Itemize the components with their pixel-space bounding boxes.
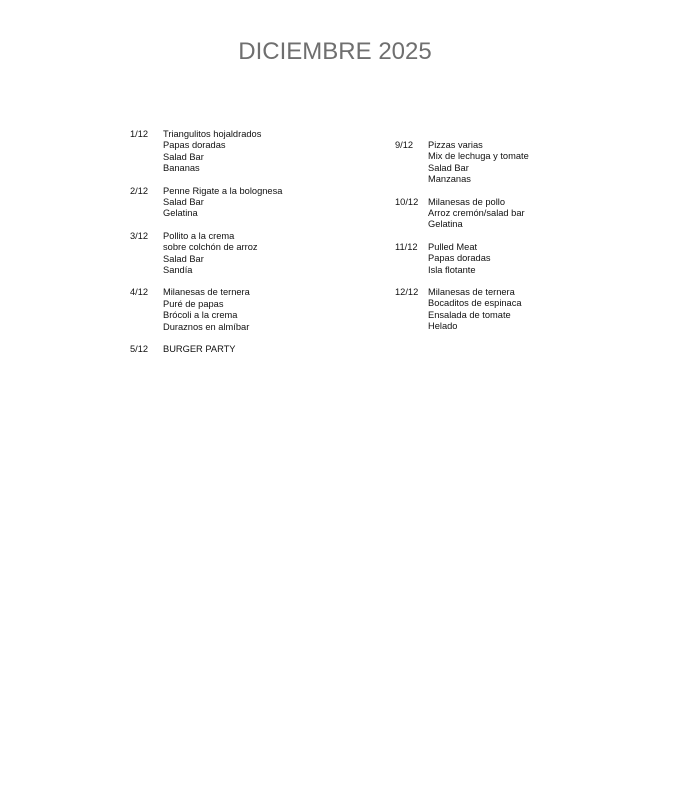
menu-items bbox=[163, 344, 380, 355]
menu-items bbox=[163, 231, 380, 277]
menu-entry bbox=[130, 186, 380, 220]
menu-entry bbox=[130, 129, 380, 175]
menu-item: Sandía bbox=[163, 265, 193, 276]
menu-item: Milanesas de pollo bbox=[428, 196, 506, 207]
menu-item: sobre colchón de arroz bbox=[163, 242, 258, 253]
menu-item: Helado bbox=[428, 321, 458, 332]
menu-column-left bbox=[130, 129, 380, 367]
menu-date: 2/12 bbox=[130, 185, 149, 196]
menu-date: 11/12 bbox=[395, 241, 418, 252]
menu-date: 3/12 bbox=[130, 230, 149, 241]
menu-item: Triangulitos hojaldrados bbox=[163, 129, 262, 139]
menu-items bbox=[428, 140, 645, 186]
menu-date: 12/12 bbox=[395, 287, 419, 298]
menu-item: Duraznos en almíbar bbox=[163, 321, 250, 332]
menu-item: BURGER PARTY bbox=[163, 344, 236, 355]
menu-items bbox=[428, 287, 645, 333]
menu-items bbox=[428, 242, 645, 276]
menu-items bbox=[428, 197, 645, 231]
menu-entry bbox=[395, 197, 645, 231]
menu-entry bbox=[130, 344, 380, 355]
menu-item: Arroz cremón/salad bar bbox=[428, 208, 525, 219]
menu-date: 5/12 bbox=[130, 344, 149, 355]
menu-item: Pulled Meat bbox=[428, 241, 478, 252]
menu-item: Pizzas varias bbox=[428, 140, 483, 150]
menu-item: Mix de lechuga y tomate bbox=[428, 151, 529, 162]
menu-item: Milanesas de ternera bbox=[163, 287, 250, 298]
menu-item: Papas doradas bbox=[428, 253, 491, 264]
menu-column-right bbox=[395, 140, 645, 344]
menu-item: Salad Bar bbox=[163, 151, 204, 162]
menu-date: 1/12 bbox=[130, 129, 149, 139]
menu-item: Gelatina bbox=[428, 219, 463, 230]
menu-date: 10/12 bbox=[395, 196, 419, 207]
menu-item: Puré de papas bbox=[163, 298, 224, 309]
menu-item: Salad Bar bbox=[428, 162, 469, 173]
menu-item: Ensalada de tomate bbox=[428, 309, 511, 320]
menu-item: Bananas bbox=[163, 163, 200, 174]
menu-item: Milanesas de ternera bbox=[428, 287, 515, 298]
menu-item: Gelatina bbox=[163, 208, 198, 219]
menu-item: Salad Bar bbox=[163, 253, 204, 264]
menu-entry bbox=[130, 231, 380, 277]
menu-item: Penne Rigate a la bolognesa bbox=[163, 185, 283, 196]
menu-entry bbox=[395, 140, 645, 186]
page-title: DICIEMBRE 2025 bbox=[238, 38, 432, 65]
menu-entry bbox=[130, 287, 380, 333]
menu-item: Brócoli a la crema bbox=[163, 310, 238, 321]
menu-items bbox=[163, 186, 380, 220]
menu-item: Papas doradas bbox=[163, 140, 226, 151]
menu-items bbox=[163, 129, 380, 175]
menu-items bbox=[163, 287, 380, 333]
menu-entry bbox=[395, 242, 645, 276]
menu-item: Manzanas bbox=[428, 174, 471, 185]
menu-date: 9/12 bbox=[395, 140, 414, 150]
menu-entry bbox=[395, 287, 645, 333]
menu-item: Isla flotante bbox=[428, 264, 476, 275]
menu-date: 4/12 bbox=[130, 287, 149, 298]
menu-item: Salad Bar bbox=[163, 197, 204, 208]
menu-item: Bocaditos de espinaca bbox=[428, 298, 522, 309]
menu-item: Pollito a la crema bbox=[163, 230, 235, 241]
